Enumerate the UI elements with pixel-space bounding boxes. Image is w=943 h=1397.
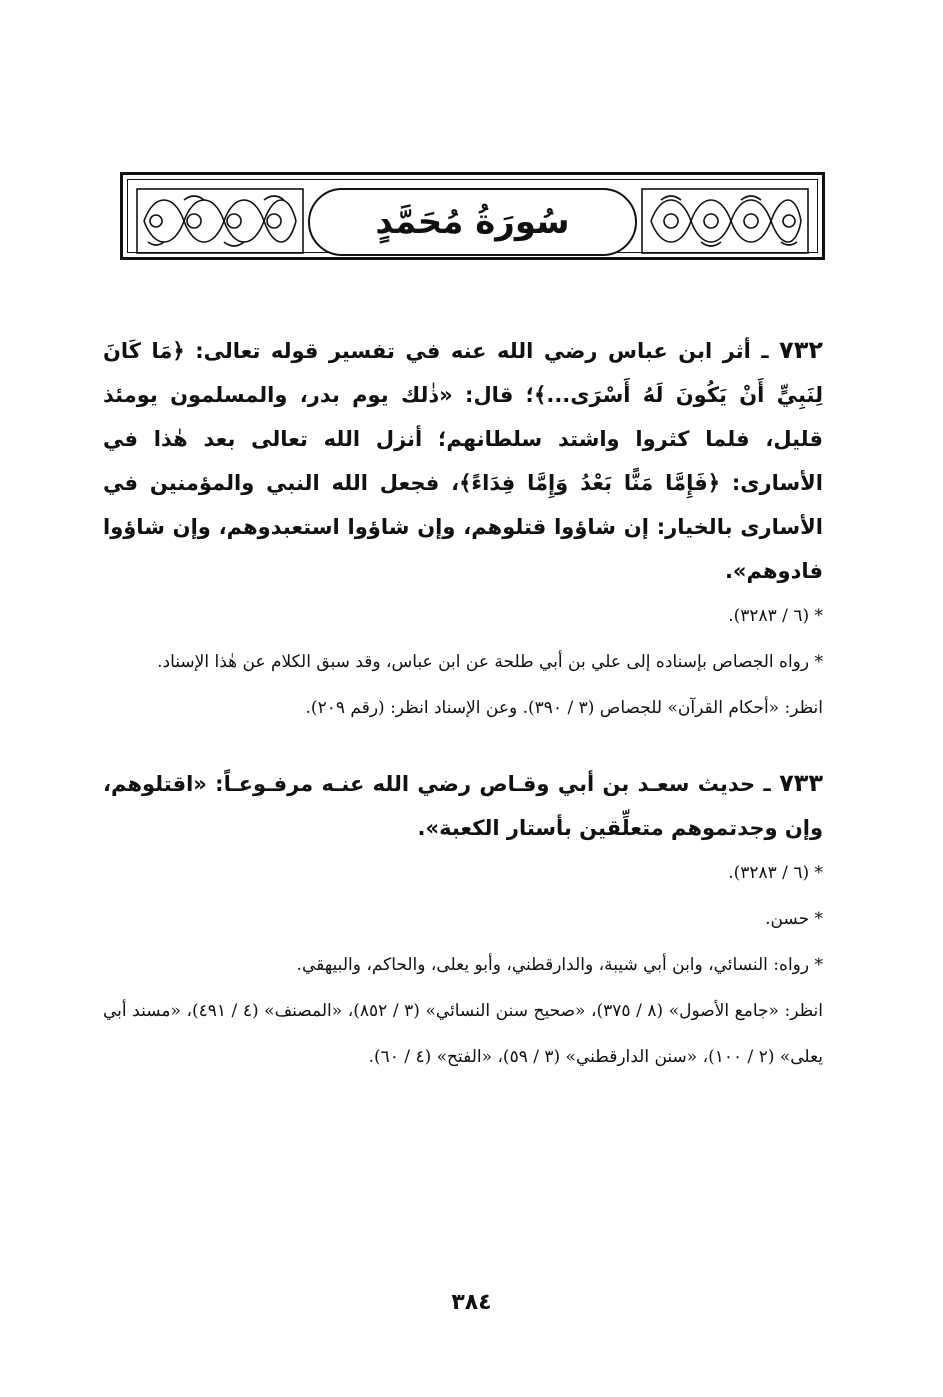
ornament-left [136,188,304,254]
page-number: ٣٨٤ [451,1290,492,1315]
entry-732-body: ـ أثر ابن عباس رضي الله عنه في تفسير قوله تعالى: ﴿مَا كَانَ لِنَبِيٍّ أَنْ يَكُونَ لَهُ أَسْرَى...﴾؛ قال: «ذٰلك يوم بدر، والمسلمون يومئذ قليل، فلما كثروا واشتد سلطانهم؛ أنزل الله تعالى بعد هٰذا في الأسارى: ﴿فَإِمَّا مَنًّا بَعْدُ وَإِمَّا فِدَاءً﴾، فجعل الله النبي والمؤمنين في الأسارى بالخيار: إن شاؤوا قتلوهم، وإن شاؤوا استعبدوهم، وإن شاؤوا فادوهم». [103,339,823,583]
entry-733-body: ـ حديث سعـد بن أبي وقـاص رضي الله عنـه مرفـوعـاً: «اقتلوهم، وإن وجدتموهم متعلِّقين بأستار الكعبة». [103,772,823,840]
entry-732-see-also: انظر: «أحكام القرآن» للجصاص (٣ / ٣٩٠). وعن الإسناد انظر: (رقم ٢٠٩). [305,698,823,718]
surah-title-cartouche [308,188,637,256]
entry-732-reference: * (٦ / ٣٢٨٣). [728,606,823,626]
entry-733-reference: * (٦ / ٣٢٨٣). [728,863,823,883]
surah-title: سُورَةُ مُحَمَّدٍ [375,202,570,242]
entry-732-narration: * رواه الجصاص بإسناده إلى علي بن أبي طلحة عن ابن عباس، وقد سبق الكلام عن هٰذا الإسناد. [157,652,823,672]
entry-732-number: ٧٣٢ [779,336,823,364]
header-inner-border [127,179,818,253]
ornament-right [641,188,809,254]
page-content [103,328,823,1080]
entry-732-text [103,328,823,593]
entry-733-see-also: انظر: «جامع الأصول» (٨ / ٣٧٥)، «صحيح سنن النسائي» (٣ / ٨٥٢)، «المصنف» (٤ / ٤٩١)، «مسند أبي يعلى» (٢ / ١٠٠)، «سنن الدارقطني» (٣ / ٥٩)، «الفتح» (٤ / ٦٠). [103,1001,823,1067]
entry-733-number: ٧٣٣ [779,769,824,797]
entry-733-narration: * رواه: النسائي، وابن أبي شيبة، والدارقطني، وأبو يعلى، والحاكم، والبيهقي. [296,955,823,975]
entry-733-grade: * حسن. [765,909,823,929]
entry-733-text [103,761,823,850]
surah-header-frame [120,172,825,260]
